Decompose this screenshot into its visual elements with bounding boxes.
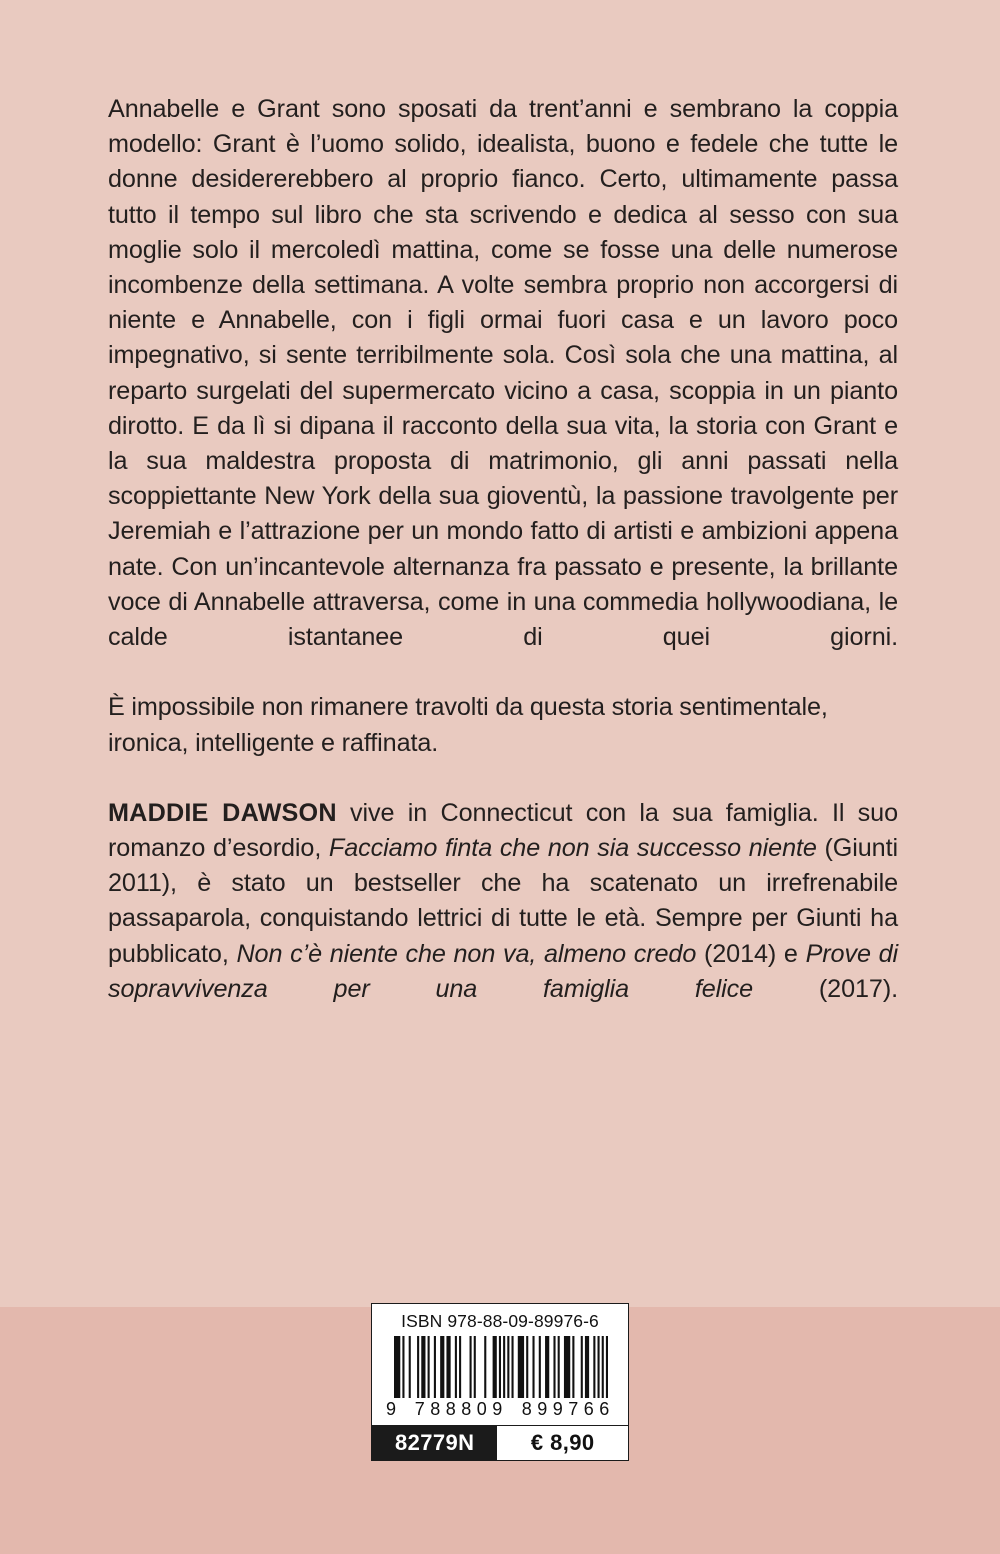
barcode-bars-container bbox=[394, 1336, 608, 1398]
bio-book-title-2: Non c’è niente che non va, almeno credo bbox=[236, 939, 697, 968]
blurb-paragraph-1: Annabelle e Grant sono sposati da trent’anni e sembrano la coppia modello: Grant è l’uomo solido, idealista, buono e fedele che tutte le donne desidererebbero al proprio fianco. Certo, ultimamente passa tutto il tempo sul libro che sta scrivendo e dedica al sesso con sua moglie solo il mercoledì mattina, come se fosse una delle numerose incombenze della settimana. A volte sembra proprio non accorgersi di niente e Annabelle, con i figli ormai fuori casa e un lavoro poco impegnativo, si sente terribilmente sola. Così sola che una mattina, al reparto surgelati del supermercato vicino a casa, scoppia in un pianto dirotto. E da lì si dipana il racconto della sua vita, la storia con Grant e la sua maldestra proposta di matrimonio, gli anni passati nella scoppiettante New York della sua gioventù, la passione travolgente per Jeremiah e l’attrazione per un mondo fatto di artisti e ambizioni appena nate. Con un’incantevole alternanza fra passato e presente, la brillante voce di Annabelle attraversa, come in una commedia hollywoodiana, le calde istantanee di quei giorni. bbox=[108, 95, 898, 652]
barcode-digits-right: 8 9 9 7 6 6 bbox=[521, 1399, 610, 1419]
author-name: MADDIE DAWSON bbox=[108, 798, 337, 827]
price-row bbox=[372, 1425, 628, 1460]
bio-segment-1: vive in Connecticut con la sua famiglia. Il suo romanzo d’esordio, bbox=[108, 798, 898, 863]
bio-book-title-1: Facciamo finta che non sia successo niente bbox=[328, 834, 817, 863]
barcode-bars bbox=[394, 1336, 608, 1398]
bio-segment-3: (2014) e bbox=[696, 939, 806, 968]
barcode-digits-left: 7 8 8 8 0 9 bbox=[414, 1399, 503, 1419]
text-column bbox=[108, 92, 898, 1042]
author-bio bbox=[108, 796, 898, 1042]
bio-segment-2: (Giunti 2011), è stato un bestseller che ha scatenato un irrefrenabile passaparola, conquistando lettrici di tutte le età. Sempre per Giunti ha pubblicato, bbox=[108, 834, 898, 968]
price-value: € 8,90 bbox=[497, 1426, 628, 1460]
product-code: 82779N bbox=[372, 1426, 497, 1460]
barcode-digits bbox=[372, 1398, 628, 1425]
bio-book-title-3: Prove di sopravvivenza per una famiglia felice bbox=[108, 939, 898, 1003]
blurb-paragraph-2: È impossibile non rimanere travolti da questa storia sentimentale, ironica, intelligente e raffinata. bbox=[108, 693, 828, 757]
bio-segment-4: (2017). bbox=[753, 974, 899, 1003]
blurb-text bbox=[108, 92, 898, 761]
barcode-block bbox=[371, 1303, 629, 1461]
isbn-label: ISBN 978-88-09-89976-6 bbox=[372, 1304, 628, 1336]
barcode-digit-lead: 9 bbox=[386, 1399, 397, 1419]
